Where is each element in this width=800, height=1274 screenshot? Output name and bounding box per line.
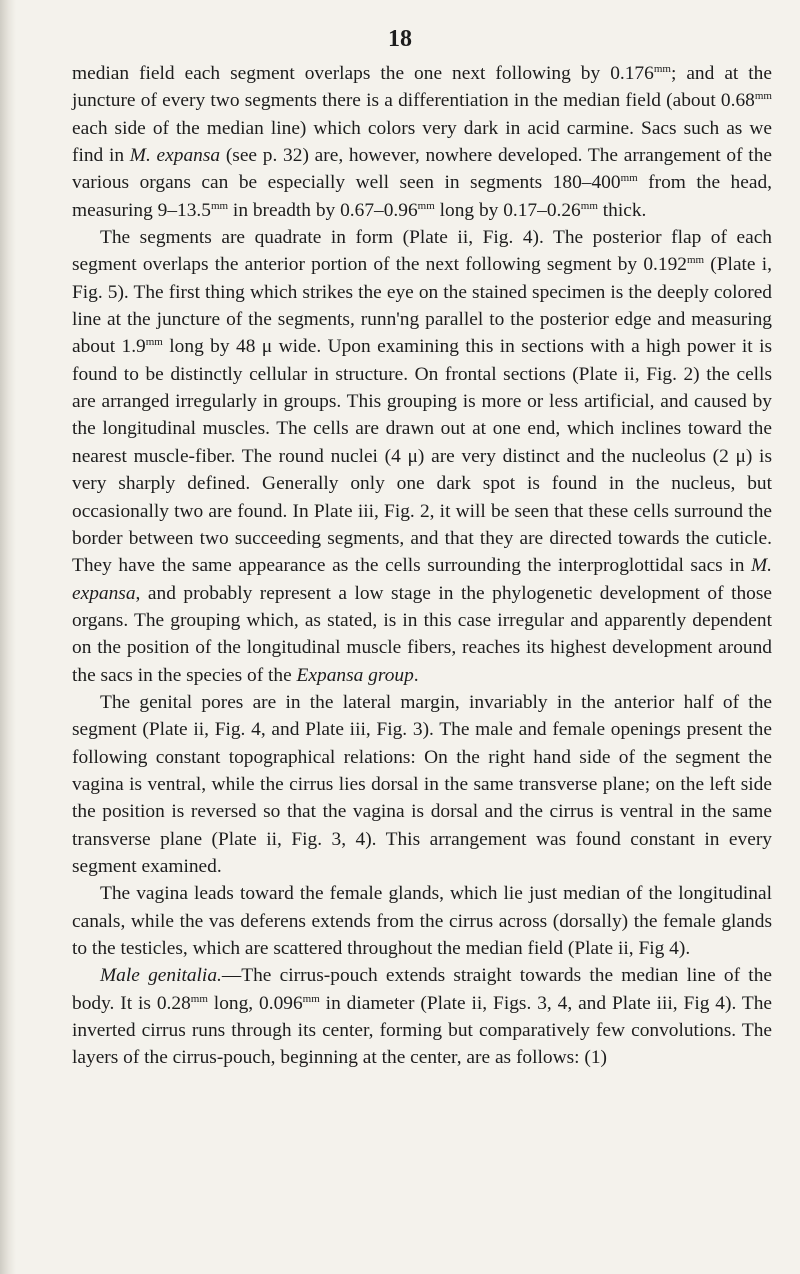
unit-superscript: mm xyxy=(417,199,435,212)
text-run: median field each segment overlaps the one next following by 0.176 xyxy=(72,63,654,84)
text-run: long by 0.17–0.26 xyxy=(434,199,581,221)
unit-superscript: mm xyxy=(620,172,638,185)
paragraph-p1 xyxy=(72,60,772,224)
italic-term: Male genitalia. xyxy=(100,965,222,987)
paragraph-p5 xyxy=(72,962,772,1071)
unit-superscript: mm xyxy=(302,992,320,1005)
text-run: The vagina leads toward the female glands, which lie just median of the longitudinal canals, while the vas deferens extends from the cirrus across (dorsally) the female glands to the testicles, which are scattered throughout the median field (Plate ii, Fig 4). xyxy=(72,883,772,959)
text-run: . xyxy=(413,664,419,686)
text-run: long, 0.096 xyxy=(207,992,303,1014)
paragraph-p4 xyxy=(72,880,772,962)
text-run: —The cirrus-pouch extends straight towards the median line of the body. It is 0.28 xyxy=(72,965,772,1014)
text-run: thick. xyxy=(597,199,647,221)
italic-term: Expansa group xyxy=(296,664,414,686)
page-binding-edge xyxy=(0,0,16,1274)
italic-term: M. expansa xyxy=(72,555,772,604)
text-run: The genital pores are in the lateral margin, invariably in the anterior half of the segment (Plate ii, Fig. 4, and Plate iii, Fig. 3). The male and female openings present the following constant topographical relations: On the right hand side of the segment the vagina is ventral, while the cirrus lies dorsal in the same transverse plane; on the left side the position is reversed so that the vagina is dorsal and the cirrus is ventral in the same transverse plane (Plate ii, Fig. 3, 4). This arrangement was found constant in every segment examined. xyxy=(72,691,772,877)
page-number: 18 xyxy=(388,26,412,52)
text-run: , and probably represent a low stage in the phylogenetic development of those organs. The grouping which, as stated, is in this case irregular and apparently dependent on the position of the longitudinal muscle fibers, reaches its highest development around the sacs in the species of the xyxy=(72,582,772,686)
unit-superscript: mm xyxy=(653,63,671,75)
unit-superscript: mm xyxy=(686,254,705,267)
italic-term: M. expansa xyxy=(129,145,221,167)
paragraph-p2 xyxy=(72,224,772,689)
unit-superscript: mm xyxy=(754,90,772,103)
unit-superscript: mm xyxy=(210,199,229,212)
unit-superscript: mm xyxy=(190,992,208,1005)
text-run: ; and at the juncture of every two segments there is a differentiation in the median field (about 0.68 xyxy=(72,63,772,112)
unit-superscript: mm xyxy=(580,199,598,212)
text-run: in diameter (Plate ii, Figs. 3, 4, and Plate iii, Fig 4). The inverted cirrus runs through its center, forming but comparatively few convolutions. The layers of the cirrus-pouch, beginning at the center, are as follows: (1) xyxy=(72,992,772,1069)
text-run: The segments are quadrate in form (Plate ii, Fig. 4). The posterior flap of each segment overlaps the anterior portion of the next following segment by 0.192 xyxy=(72,227,772,276)
text-run: in breadth by 0.67–0.96 xyxy=(228,199,418,221)
text-run: long by 48 μ wide. Upon examining this in sections with a high power it is found to be distinctly cellular in structure. On frontal sections (Plate ii, Fig. 2) the cells are arranged irregularly in groups. This grouping is more or less artificial, and caused by the longitudinal muscles. The cells are drawn out at one end, which inclines toward the nearest muscle-fiber. The round nuclei (4 μ) are very distinct and the nucleolus (2 μ) is very sharply defined. Generally only one dark spot is found in the nucleus, but occasionally two are found. In Plate iii, Fig. 2, it will be seen that these cells surround the border between two succeeding segments, and that they are directed towards the cuticle. They have the same appearance as the cells surrounding the interproglottidal sacs in xyxy=(72,336,773,577)
text-run: from the head, measuring 9–13.5 xyxy=(72,172,772,221)
paragraph-p3 xyxy=(72,689,772,880)
text-run: each side of the median line) which colors very dark in acid carmine. Sacs such as we find in xyxy=(72,117,772,167)
text-run: (Plate i, Fig. 5). The first thing which strikes the eye on the stained specimen is the deeply colored line at the juncture of the segments, runn'ng parallel to the posterior edge and measuring about 1.9 xyxy=(72,254,772,358)
unit-superscript: mm xyxy=(145,336,163,349)
text-run: (see p. 32) are, however, nowhere developed. The arrangement of the various organs can be especially well seen in segments 180–400 xyxy=(72,145,772,194)
body-text xyxy=(72,60,772,1072)
